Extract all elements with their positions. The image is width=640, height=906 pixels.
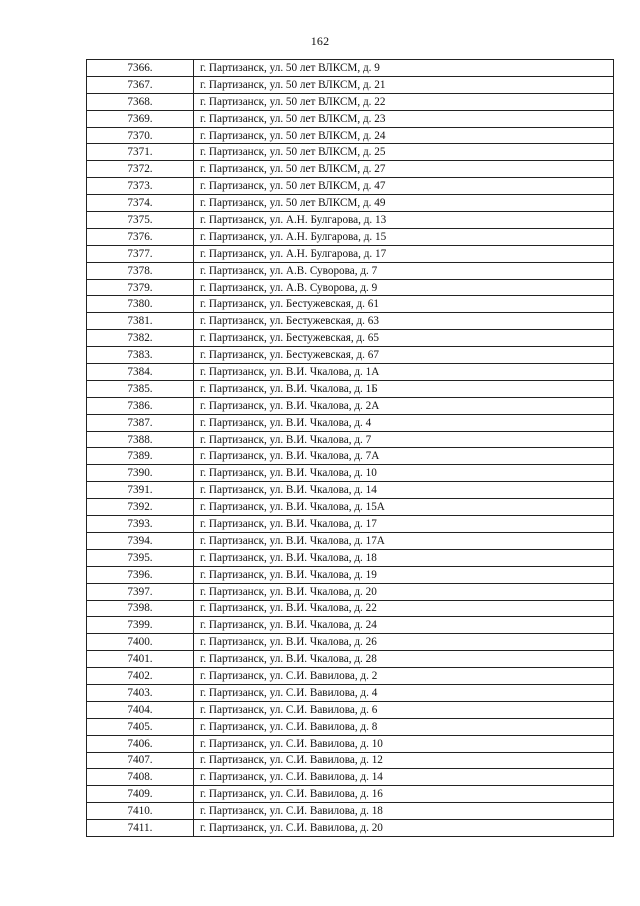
row-number-cell: 7404. <box>87 701 194 718</box>
table-row <box>87 110 614 127</box>
address-cell: г. Партизанск, ул. В.И. Чкалова, д. 20 <box>194 583 614 600</box>
table-row <box>87 228 614 245</box>
table-row <box>87 195 614 212</box>
table-row <box>87 279 614 296</box>
row-number-cell: 7405. <box>87 718 194 735</box>
table-row <box>87 212 614 229</box>
table-row <box>87 380 614 397</box>
address-cell: г. Партизанск, ул. С.И. Вавилова, д. 2 <box>194 668 614 685</box>
table-row <box>87 262 614 279</box>
row-number-cell: 7408. <box>87 769 194 786</box>
row-number-cell: 7393. <box>87 516 194 533</box>
address-cell: г. Партизанск, ул. В.И. Чкалова, д. 7 <box>194 431 614 448</box>
row-number-cell: 7387. <box>87 414 194 431</box>
table-row <box>87 127 614 144</box>
address-cell: г. Партизанск, ул. Бестужевская, д. 67 <box>194 347 614 364</box>
table-row <box>87 93 614 110</box>
row-number-cell: 7382. <box>87 330 194 347</box>
table-row <box>87 313 614 330</box>
address-cell: г. Партизанск, ул. В.И. Чкалова, д. 28 <box>194 651 614 668</box>
address-cell: г. Партизанск, ул. В.И. Чкалова, д. 1А <box>194 364 614 381</box>
address-cell: г. Партизанск, ул. В.И. Чкалова, д. 7А <box>194 448 614 465</box>
address-cell: г. Партизанск, ул. А.Н. Булгарова, д. 15 <box>194 228 614 245</box>
address-cell: г. Партизанск, ул. 50 лет ВЛКСМ, д. 23 <box>194 110 614 127</box>
table-row <box>87 752 614 769</box>
address-cell: г. Партизанск, ул. С.И. Вавилова, д. 10 <box>194 735 614 752</box>
table-row <box>87 769 614 786</box>
row-number-cell: 7395. <box>87 549 194 566</box>
table-row <box>87 600 614 617</box>
table-row <box>87 364 614 381</box>
table-row <box>87 431 614 448</box>
table-row <box>87 735 614 752</box>
address-cell: г. Партизанск, ул. В.И. Чкалова, д. 10 <box>194 465 614 482</box>
table-row <box>87 144 614 161</box>
row-number-cell: 7378. <box>87 262 194 279</box>
table-row <box>87 566 614 583</box>
address-cell: г. Партизанск, ул. С.И. Вавилова, д. 8 <box>194 718 614 735</box>
address-cell: г. Партизанск, ул. 50 лет ВЛКСМ, д. 24 <box>194 127 614 144</box>
address-cell: г. Партизанск, ул. С.И. Вавилова, д. 16 <box>194 786 614 803</box>
address-cell: г. Партизанск, ул. 50 лет ВЛКСМ, д. 9 <box>194 60 614 77</box>
table-row <box>87 296 614 313</box>
address-cell: г. Партизанск, ул. С.И. Вавилова, д. 12 <box>194 752 614 769</box>
table-row <box>87 786 614 803</box>
row-number-cell: 7403. <box>87 684 194 701</box>
table-row <box>87 60 614 77</box>
address-cell: г. Партизанск, ул. В.И. Чкалова, д. 18 <box>194 549 614 566</box>
table-row <box>87 397 614 414</box>
table-row <box>87 684 614 701</box>
address-cell: г. Партизанск, ул. 50 лет ВЛКСМ, д. 22 <box>194 93 614 110</box>
table-row <box>87 245 614 262</box>
address-cell: г. Партизанск, ул. А.В. Суворова, д. 7 <box>194 262 614 279</box>
table-row <box>87 347 614 364</box>
row-number-cell: 7368. <box>87 93 194 110</box>
address-cell: г. Партизанск, ул. 50 лет ВЛКСМ, д. 47 <box>194 178 614 195</box>
row-number-cell: 7399. <box>87 617 194 634</box>
table-row <box>87 583 614 600</box>
table-row <box>87 482 614 499</box>
address-cell: г. Партизанск, ул. В.И. Чкалова, д. 17 <box>194 516 614 533</box>
address-cell: г. Партизанск, ул. С.И. Вавилова, д. 14 <box>194 769 614 786</box>
address-cell: г. Партизанск, ул. Бестужевская, д. 61 <box>194 296 614 313</box>
row-number-cell: 7381. <box>87 313 194 330</box>
address-cell: г. Партизанск, ул. В.И. Чкалова, д. 4 <box>194 414 614 431</box>
address-cell: г. Партизанск, ул. 50 лет ВЛКСМ, д. 25 <box>194 144 614 161</box>
address-cell: г. Партизанск, ул. 50 лет ВЛКСМ, д. 49 <box>194 195 614 212</box>
row-number-cell: 7377. <box>87 245 194 262</box>
address-table <box>86 59 614 837</box>
address-cell: г. Партизанск, ул. С.И. Вавилова, д. 18 <box>194 803 614 820</box>
address-table-body <box>87 60 614 837</box>
row-number-cell: 7375. <box>87 212 194 229</box>
row-number-cell: 7411. <box>87 820 194 837</box>
row-number-cell: 7376. <box>87 228 194 245</box>
address-cell: г. Партизанск, ул. А.Н. Булгарова, д. 17 <box>194 245 614 262</box>
row-number-cell: 7374. <box>87 195 194 212</box>
table-row <box>87 499 614 516</box>
address-cell: г. Партизанск, ул. В.И. Чкалова, д. 1Б <box>194 380 614 397</box>
table-row <box>87 532 614 549</box>
row-number-cell: 7371. <box>87 144 194 161</box>
table-row <box>87 465 614 482</box>
address-cell: г. Партизанск, ул. 50 лет ВЛКСМ, д. 27 <box>194 161 614 178</box>
table-row <box>87 516 614 533</box>
row-number-cell: 7397. <box>87 583 194 600</box>
address-cell: г. Партизанск, ул. В.И. Чкалова, д. 2А <box>194 397 614 414</box>
row-number-cell: 7372. <box>87 161 194 178</box>
table-row <box>87 701 614 718</box>
address-cell: г. Партизанск, ул. Бестужевская, д. 63 <box>194 313 614 330</box>
address-cell: г. Партизанск, ул. С.И. Вавилова, д. 4 <box>194 684 614 701</box>
row-number-cell: 7409. <box>87 786 194 803</box>
row-number-cell: 7410. <box>87 803 194 820</box>
row-number-cell: 7400. <box>87 634 194 651</box>
table-row <box>87 634 614 651</box>
row-number-cell: 7369. <box>87 110 194 127</box>
table-row <box>87 668 614 685</box>
address-cell: г. Партизанск, ул. В.И. Чкалова, д. 19 <box>194 566 614 583</box>
row-number-cell: 7370. <box>87 127 194 144</box>
row-number-cell: 7390. <box>87 465 194 482</box>
table-row <box>87 718 614 735</box>
table-row <box>87 549 614 566</box>
table-row <box>87 414 614 431</box>
row-number-cell: 7380. <box>87 296 194 313</box>
row-number-cell: 7386. <box>87 397 194 414</box>
row-number-cell: 7383. <box>87 347 194 364</box>
address-cell: г. Партизанск, ул. Бестужевская, д. 65 <box>194 330 614 347</box>
row-number-cell: 7394. <box>87 532 194 549</box>
row-number-cell: 7367. <box>87 76 194 93</box>
row-number-cell: 7396. <box>87 566 194 583</box>
table-row <box>87 330 614 347</box>
table-row <box>87 617 614 634</box>
address-cell: г. Партизанск, ул. В.И. Чкалова, д. 24 <box>194 617 614 634</box>
row-number-cell: 7385. <box>87 380 194 397</box>
table-row <box>87 161 614 178</box>
address-cell: г. Партизанск, ул. В.И. Чкалова, д. 22 <box>194 600 614 617</box>
row-number-cell: 7388. <box>87 431 194 448</box>
row-number-cell: 7398. <box>87 600 194 617</box>
address-cell: г. Партизанск, ул. А.Н. Булгарова, д. 13 <box>194 212 614 229</box>
row-number-cell: 7402. <box>87 668 194 685</box>
row-number-cell: 7406. <box>87 735 194 752</box>
address-cell: г. Партизанск, ул. С.И. Вавилова, д. 6 <box>194 701 614 718</box>
address-cell: г. Партизанск, ул. 50 лет ВЛКСМ, д. 21 <box>194 76 614 93</box>
row-number-cell: 7373. <box>87 178 194 195</box>
table-row <box>87 76 614 93</box>
row-number-cell: 7366. <box>87 60 194 77</box>
row-number-cell: 7407. <box>87 752 194 769</box>
row-number-cell: 7391. <box>87 482 194 499</box>
page-number: 162 <box>310 34 330 48</box>
row-number-cell: 7401. <box>87 651 194 668</box>
table-row <box>87 651 614 668</box>
address-cell: г. Партизанск, ул. А.В. Суворова, д. 9 <box>194 279 614 296</box>
table-row <box>87 820 614 837</box>
address-cell: г. Партизанск, ул. В.И. Чкалова, д. 17А <box>194 532 614 549</box>
address-cell: г. Партизанск, ул. В.И. Чкалова, д. 15А <box>194 499 614 516</box>
table-row <box>87 803 614 820</box>
row-number-cell: 7389. <box>87 448 194 465</box>
address-cell: г. Партизанск, ул. С.И. Вавилова, д. 20 <box>194 820 614 837</box>
row-number-cell: 7379. <box>87 279 194 296</box>
address-cell: г. Партизанск, ул. В.И. Чкалова, д. 26 <box>194 634 614 651</box>
address-cell: г. Партизанск, ул. В.И. Чкалова, д. 14 <box>194 482 614 499</box>
row-number-cell: 7384. <box>87 364 194 381</box>
table-row <box>87 448 614 465</box>
row-number-cell: 7392. <box>87 499 194 516</box>
table-row <box>87 178 614 195</box>
